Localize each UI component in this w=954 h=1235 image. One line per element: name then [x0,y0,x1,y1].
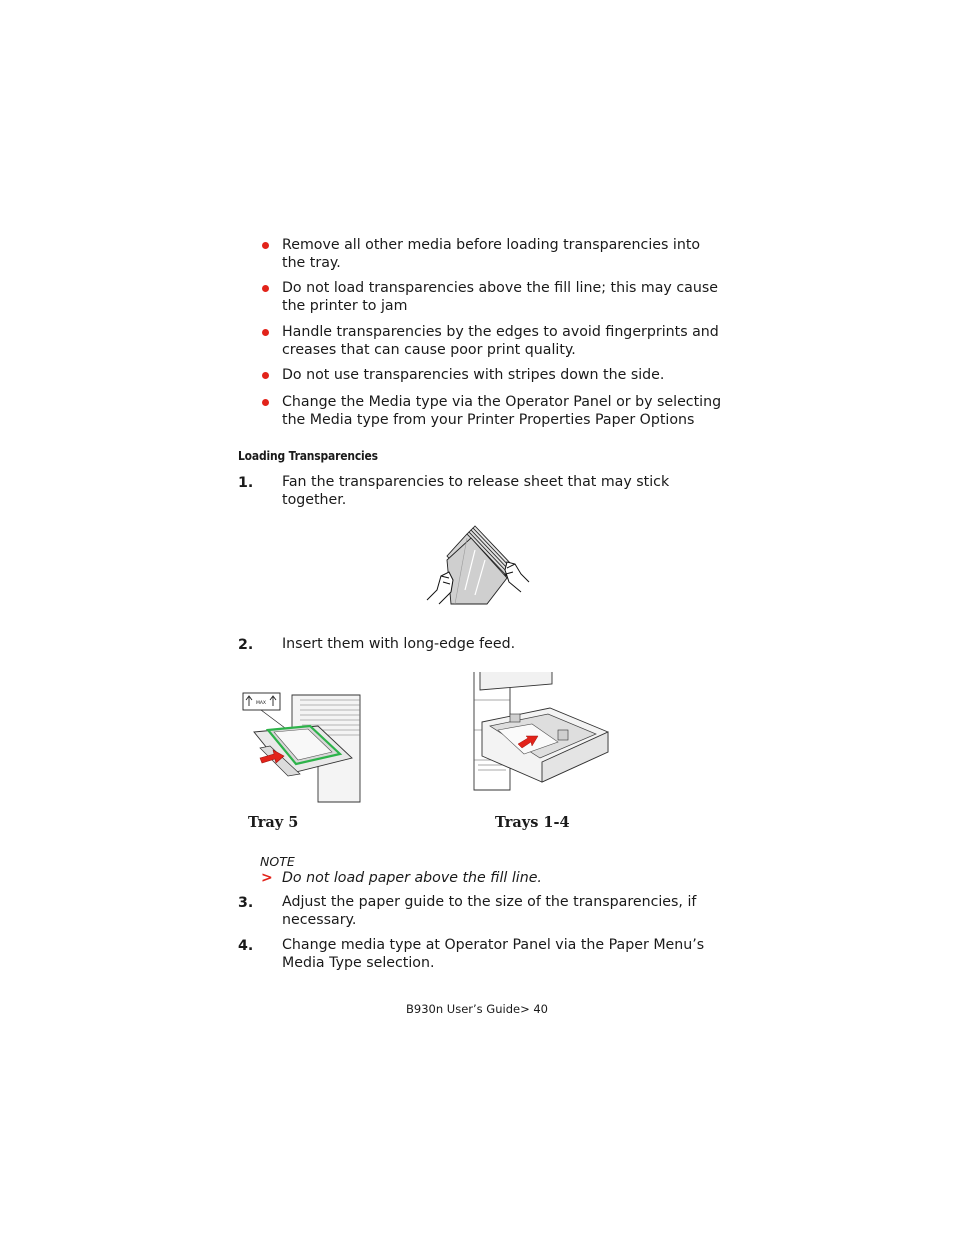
page-footer: B930n User’s Guide> 40 [406,1002,548,1016]
note-marker: > [261,870,273,886]
note-text: Do not load paper above the fill line. [282,870,542,886]
bullet-dot [262,329,269,336]
step-text: Change media type at Operator Panel via the Paper Menu’s Media Type selection. [282,937,705,971]
bullet-item: Change the Media type via the Operator Panel or by selecting the Media type from your Printer Properties Paper Options [282,394,722,428]
note-label: NOTE [260,854,295,869]
tray5-figure [240,690,365,808]
section-heading: Loading Transparencies [238,448,378,463]
bullet-dot [262,399,269,406]
step-number: 3. [238,895,254,911]
bullet-dot [262,242,269,249]
step-text: Adjust the paper guide to the size of the transparencies, if necessary. [282,894,697,928]
trays-1-4-caption: Trays 1-4 [495,814,570,831]
step-text: Insert them with long-edge feed. [282,636,516,652]
fan-transparencies-figure [425,520,535,610]
bullet-dot [262,285,269,292]
step-number: 1. [238,475,254,491]
trays-1-4-figure [470,670,615,792]
bullet-item: Remove all other media before loading transparencies into the tray. [282,237,701,271]
tray5-caption: Tray 5 [248,814,299,831]
bullet-item: Handle transparencies by the edges to avoid fingerprints and creases that can cause poor print quality. [282,324,719,358]
max-label: MAX [255,701,267,706]
step-text: Fan the transparencies to release sheet that may stick together. [282,474,670,508]
bullet-item: Do not use transparencies with stripes down the side. [282,367,665,383]
step-number: 2. [238,637,254,653]
bullet-dot [262,372,269,379]
bullet-item: Do not load transparencies above the fill line; this may cause the printer to jam [282,280,718,314]
step-number: 4. [238,938,254,954]
